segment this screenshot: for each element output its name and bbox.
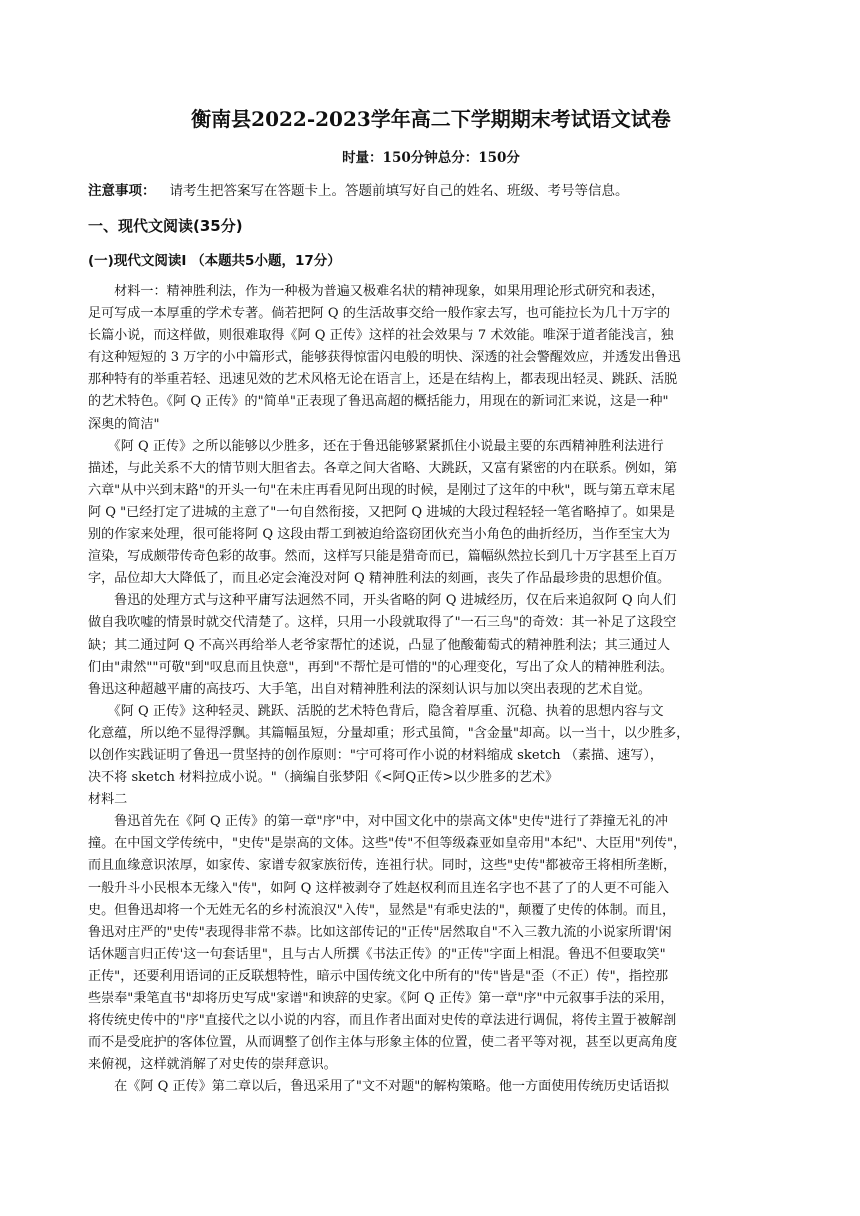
text-line: 做自我吹嘘的情景时就交代清楚了。这样，只用一小段就取得了"一石三鸟"的奇效：其一补足了这段空: [88, 615, 677, 631]
text-line: 别的作家来处理，很可能将阿 Q 这段由帮工到被迫给盗窃团伙充当小角色的曲折经历，当作至宝大为: [88, 527, 671, 543]
text-line: 将传统史传中的"序"直接代之以小说的内容，而且作者出面对史传的章法进行调侃，将传主置于被解剖: [88, 1013, 677, 1029]
paragraph: [88, 701, 774, 789]
text-line: 的艺术特色。《阿 Q 正传》的"简单"正表现了鲁迅高超的概括能力，用现在的新词汇来说，这是一种": [88, 394, 669, 410]
text-line: 缺；其二通过阿 Q 不高兴再给举人老爷家帮忙的述说，凸显了他酸葡萄式的精神胜利法；其三通过人: [88, 637, 671, 653]
paragraph: [88, 1076, 774, 1098]
text-line: 而不是受庇护的客体位置，从而调整了创作主体与形象主体的位置，使二者平等对视，甚至以更高角度: [88, 1035, 678, 1051]
text-line: 来俯视，这样就消解了对史传的崇拜意识。: [88, 1057, 337, 1073]
text-line: 撞。在中国文学传统中，"史传"是崇高的文体。这些"传"不但等级森亚如皇帝用"本纪"、大臣用"列传"，: [88, 836, 687, 852]
text-line: 话休题言归正传'这一句套话里"，且与古人所撰《书法正传》的"正传"字面上相混。鲁迅不但要取笑": [88, 946, 666, 962]
text-line: 而且血缘意识浓厚，如家传、家谱专叙家族衍传，连祖行状。同时，这些"史传"都被帝王将相所垄断，: [88, 858, 677, 874]
text-line: 们由"肃然""可敬"到"叹息而且快意"，再到"不帮忙是可惜的"的心理变化，写出了众人的精神胜利法。: [88, 659, 674, 675]
text-line: 一般升斗小民根本无缘入"传"，如阿 Q 这样被剥夺了姓赵权利而且连名字也不甚了了的人更不可能入: [88, 880, 670, 896]
text-line: 那种特有的举重若轻、迅速见效的艺术风格无论在语言上，还是在结构上，都表现出轻灵、跳跃、活脱: [88, 372, 678, 388]
text-line: 描述，与此关系不大的情节则大胆省去。各章之间大省略、大跳跃，又富有紧密的内在联系。例如，第: [88, 460, 678, 476]
text-line: 六章"从中兴到末路"的开头一句"在未庄再看见阿出现的时候，是刚过了这年的中秋"，既与第五章末尾: [88, 482, 676, 498]
section-heading: 一、现代文阅读(35分): [88, 217, 243, 235]
text-line: 鲁迅这种超越平庸的高技巧、大手笔，出自对精神胜利法的深刻认识与加以突出表现的艺术自觉。: [88, 681, 652, 697]
text-line: 《阿 Q 正传》之所以能够以少胜多，还在于鲁迅能够紧紧抓住小说最主要的东西精神胜利法进行: [88, 438, 664, 454]
text-line: 化意蕴，所以绝不显得浮飘。其篇幅虽短，分量却重；形式虽简，"含金量"却高。以一当十，以少胜多，: [88, 725, 690, 741]
text-line: 深奥的简洁": [88, 416, 160, 432]
exam-time-score: 时量：150分钟总分：150分: [342, 150, 520, 166]
text-line: 鲁迅对庄严的"史传"表现得非常不恭。比如这部传记的"正传"居然取自"不入三教九流的小说家所谓'闲: [88, 924, 672, 940]
text-line: 有这种短短的 3 万字的小中篇形式，能够获得惊雷闪电般的明快、深透的社会警醒效应，并透发出鲁迅: [88, 350, 681, 366]
text-line: 在《阿 Q 正传》第二章以后，鲁迅采用了"文不对题"的解构策略。他一方面使用传统历史话语拟: [88, 1079, 670, 1095]
exam-page: [88, 104, 774, 1098]
text-line: 足可写成一本厚重的学术专著。倘若把阿 Q 的生活故事交给一般作家去写，也可能拉长为几十万字的: [88, 306, 671, 322]
text-line: 鲁迅首先在《阿 Q 正传》的第一章"序"中，对中国文化中的崇高文体"史传"进行了莽撞无礼的冲: [88, 814, 668, 830]
text-line: 鲁迅的处理方式与这种平庸写法迥然不同，开头省略的阿 Q 进城经历，仅在后来追叙阿 Q 向人们: [88, 593, 677, 609]
text-line: 阿 Q "已经打定了进城的主意了"一句自然衔接，又把阿 Q 进城的大段过程轻轻一笔省略掉了。如果是: [88, 504, 676, 520]
paragraph: [88, 590, 774, 700]
material-two: [88, 811, 774, 1098]
material-two-label: 材料二: [88, 792, 128, 808]
text-line: 渲染，写成颇带传奇色彩的故事。然而，这样写只能是猎奇而已，篇幅纵然拉长到几十万字甚至上百万: [88, 549, 678, 565]
text-line: 决不将 sketch 材料拉成小说。"（摘编自张梦阳《<阿Q正传>以少胜多的艺术》: [88, 770, 559, 786]
exam-title: 衡南县2022-2023学年高二下学期期末考试语文试卷: [191, 107, 671, 131]
text-line: 《阿 Q 正传》这种轻灵、跳跃、活脱的艺术特色背后，隐含着厚重、沉稳、执着的思想内容与文: [88, 703, 664, 719]
paragraph: [88, 281, 774, 436]
reading-passage: [88, 281, 774, 1098]
text-line: 史。但鲁迅却将一个无姓无名的乡村流浪汉"入传"，显然是"有乖史法的"，颠覆了史传的体制。而且，: [88, 902, 676, 918]
notice-text: 请考生把答案写在答题卡上。答题前填写好自己的姓名、班级、考号等信息。: [169, 183, 629, 199]
paragraph: [88, 436, 774, 591]
exam-notice: [88, 181, 774, 201]
subsection-heading: (一)现代文阅读Ⅰ （本题共5小题，17分）: [88, 253, 341, 269]
notice-label: 注意事项：: [88, 183, 156, 199]
paragraph: [88, 811, 774, 1076]
text-line: 些崇奉"秉笔直书"却将历史写成"家谱"和谀辞的史家。《阿 Q 正传》第一章"序"中元叙事手法的采用，: [88, 991, 674, 1006]
text-line: 字，品位却大大降低了，而且必定会淹没对阿 Q 精神胜利法的刻画，丧失了作品最珍贵的思想价值。: [88, 571, 671, 587]
text-line: 以创作实践证明了鲁迅一贯坚持的创作原则："宁可将可作小说的材料缩成 sketch （素描、速写），: [88, 747, 663, 763]
material-one: [88, 281, 774, 789]
text-line: 长篇小说，而这样做，则很难取得《阿 Q 正传》这样的社会效果与 7 术效能。唯深于道者能浅言，独: [88, 328, 674, 344]
text-line: 正传"，还要利用语词的正反联想特性，暗示中国传统文化中所有的"传"皆是"歪（不正）传"，指控那: [88, 968, 669, 984]
text-line: 材料一：精神胜利法，作为一种极为普遍又极难名状的精神现象，如果用理论形式研究和表述，: [88, 284, 665, 299]
